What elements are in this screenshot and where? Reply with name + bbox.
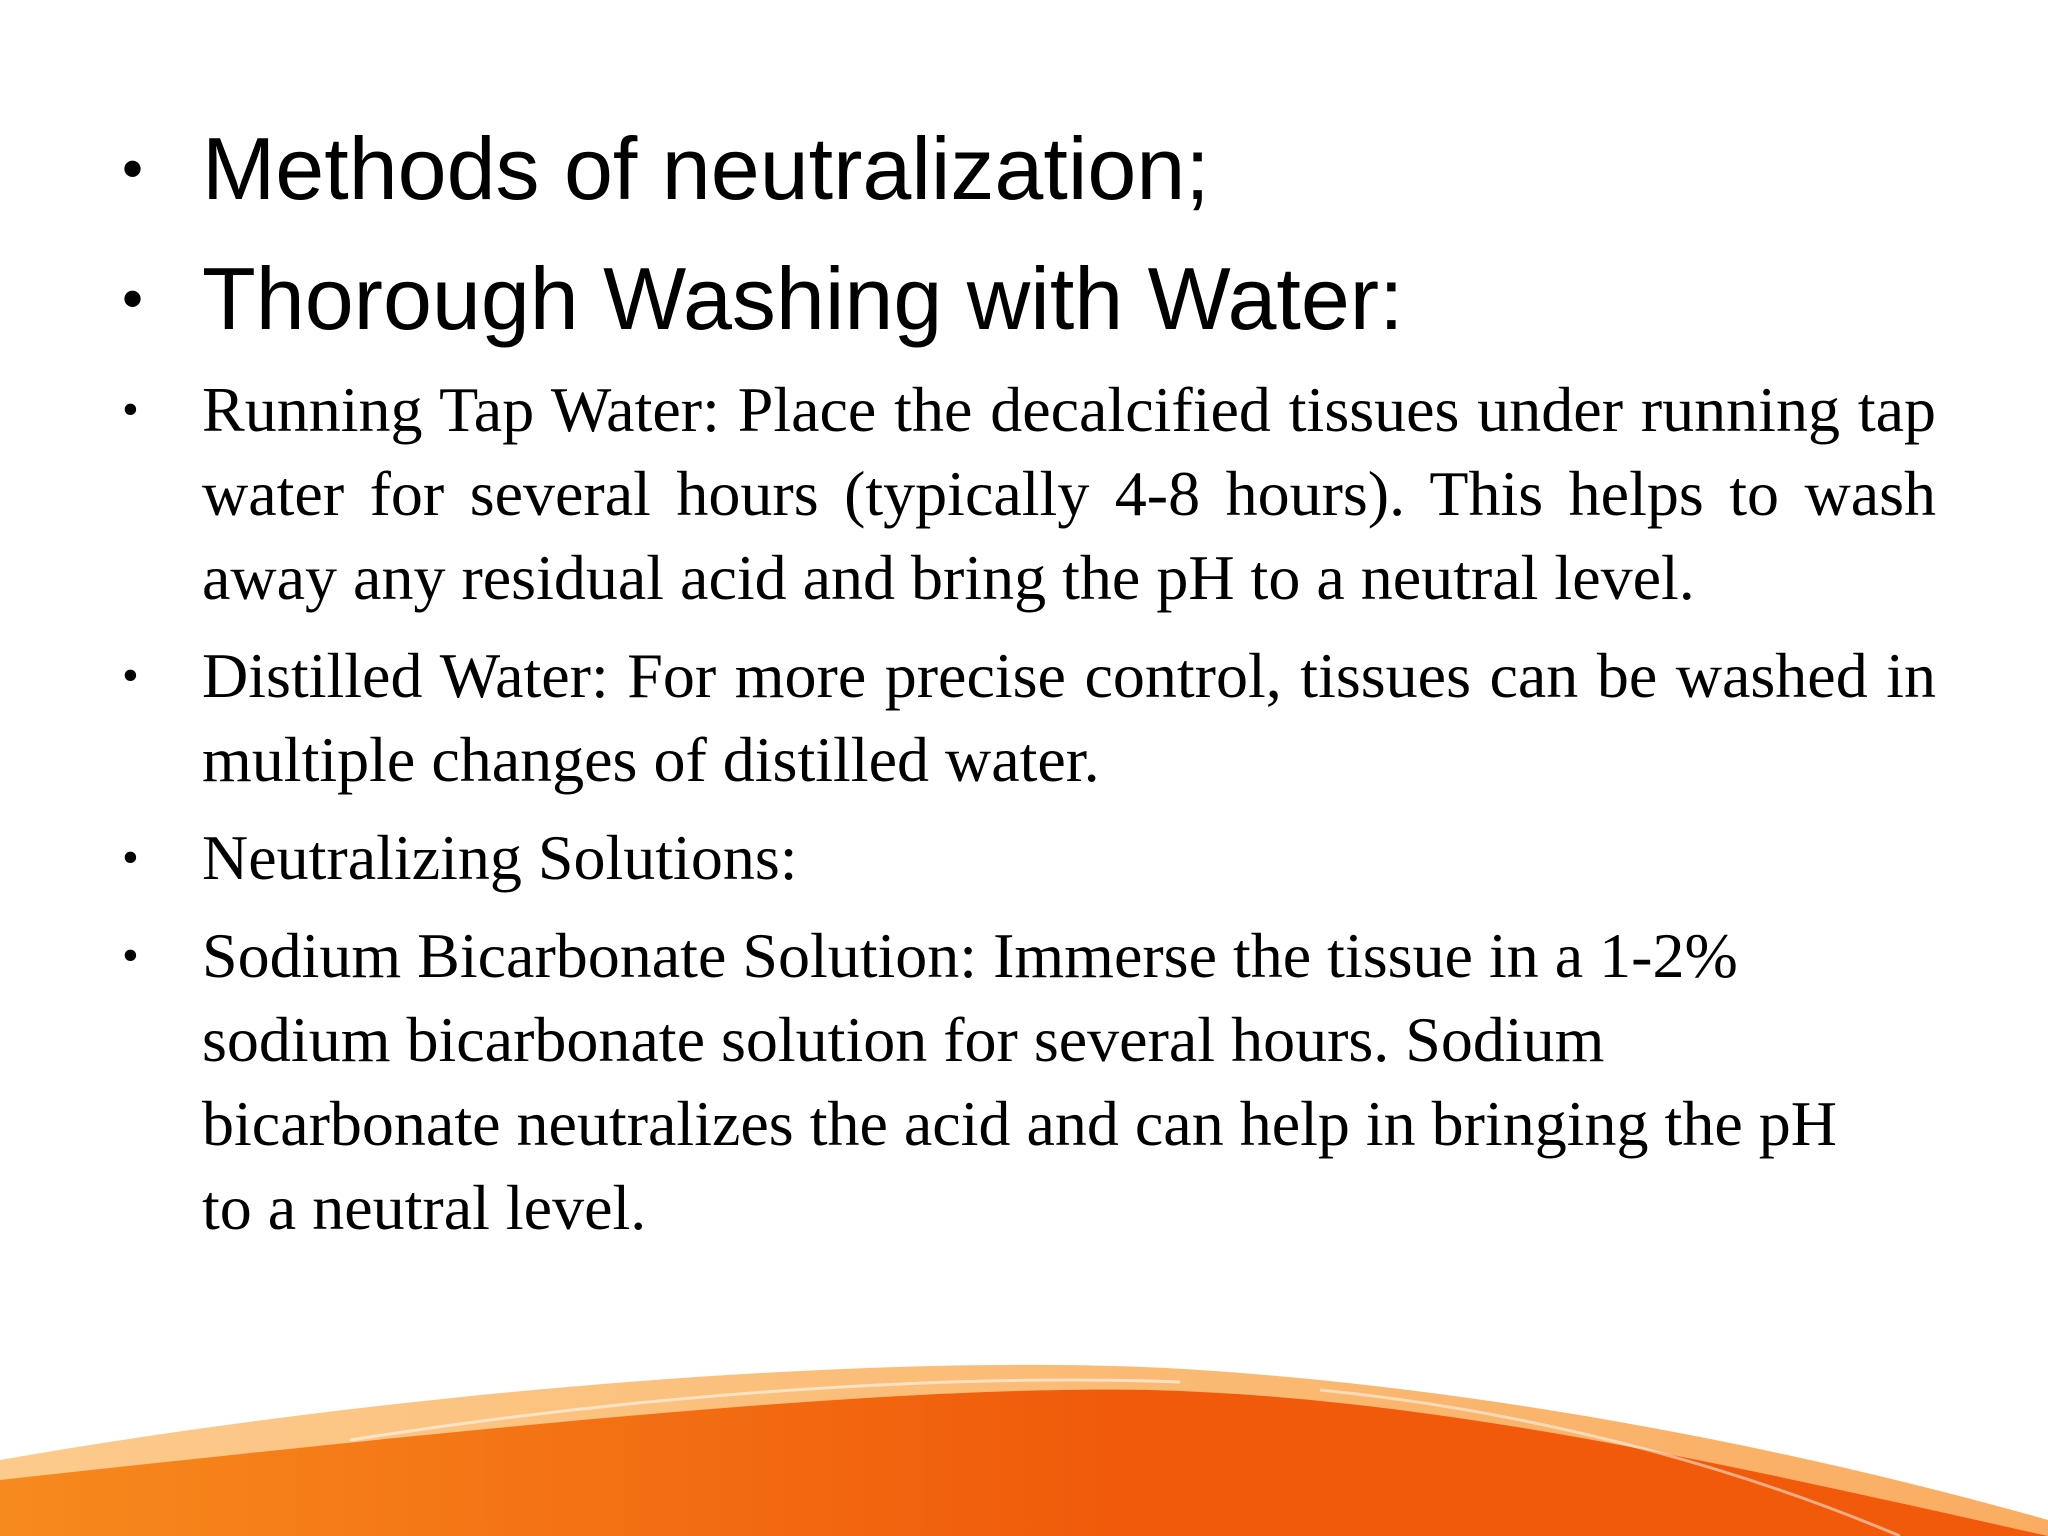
bullet-dot: • [122, 383, 139, 436]
heading-text: Thorough Washing with Water: [202, 249, 1404, 348]
bullet-running-tap-water [118, 368, 1936, 620]
bullet-list [118, 108, 1936, 1264]
bullet-text: Running Tap Water: Place the decalcified tissues under running tap water for several hours (typically 4-8 hours). This helps to wash away any residual acid and bring the pH to a neutral level. [202, 374, 1936, 613]
bullet-text: Distilled Water: For more precise control, tissues can be washed in multiple changes of distilled water. [202, 640, 1936, 795]
bullet-distilled-water [118, 634, 1936, 802]
bullet-dot: • [122, 135, 144, 202]
bullet-neutralizing-solutions [118, 816, 1936, 900]
decorative-orange-wave [0, 1330, 2048, 1536]
bullet-sodium-bicarbonate [118, 914, 1936, 1250]
bullet-dot: • [122, 831, 139, 884]
heading-text: Methods of neutralization; [202, 119, 1210, 218]
bullet-dot: • [122, 929, 139, 982]
heading-washing [118, 238, 1936, 360]
bullet-text: Neutralizing Solutions: [202, 822, 798, 893]
bullet-dot: • [122, 265, 144, 332]
bullet-text: Sodium Bicarbonate Solution: Immerse the tissue in a 1-2% sodium bicarbonate solution for several hours. Sodium bicarbonate neutralizes the acid and can help in bringing the pH to a neutral level. [202, 920, 1837, 1243]
bullet-dot: • [122, 649, 139, 702]
heading-methods [118, 108, 1936, 230]
